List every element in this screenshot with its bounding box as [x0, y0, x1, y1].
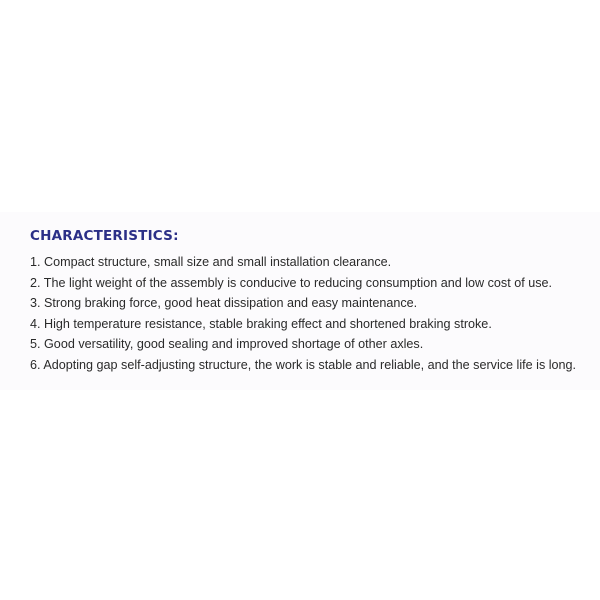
list-item-text: Compact structure, small size and small installation clearance. — [44, 255, 392, 269]
list-item-number: 3. — [30, 296, 41, 310]
list-item — [30, 293, 576, 314]
list-item-number: 4. — [30, 316, 41, 331]
list-item-number: 6. — [30, 357, 41, 372]
list-item-number: 1. — [30, 255, 41, 269]
list-item — [30, 273, 576, 294]
list-item — [30, 334, 576, 355]
list-item-text: The light weight of the assembly is conducive to reducing consumption and low cost of use. — [43, 275, 553, 290]
list-item — [30, 355, 576, 376]
list-item-text: Adopting gap self-adjusting structure, the work is stable and reliable, and the service life is long. — [43, 357, 577, 372]
characteristics-list — [30, 252, 576, 375]
list-item-text: Good versatility, good sealing and improved shortage of other axles. — [44, 337, 424, 351]
section-heading — [30, 228, 576, 244]
list-item-number: 5. — [30, 337, 41, 351]
characteristics-panel — [0, 212, 600, 390]
list-item — [30, 314, 576, 335]
list-item-text: Strong braking force, good heat dissipation and easy maintenance. — [44, 296, 418, 310]
list-item — [30, 252, 576, 273]
list-item-text: High temperature resistance, stable braking effect and shortened braking stroke. — [44, 316, 492, 331]
section-heading-label: CHARACTERISTICS — [30, 228, 174, 244]
section-heading-colon: : — [173, 228, 179, 244]
list-item-number: 2. — [30, 275, 41, 290]
characteristics-content — [30, 228, 576, 375]
